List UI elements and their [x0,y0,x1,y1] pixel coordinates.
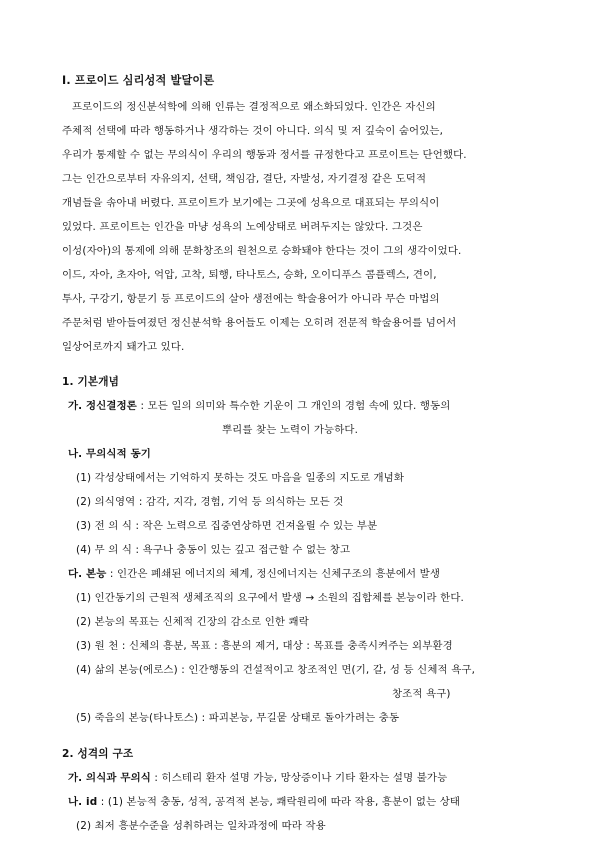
determinism-line-2: 뿌리를 찾는 노력이 가능하다. [222,424,359,436]
paragraph-line: 주체적 선택에 따라 행동하거나 생각하는 것이 아니다. 의식 및 저 깊숙이 숨어있는, [62,125,444,137]
list-item: (2) 본능의 목표는 신체적 긴장의 감소로 인한 쾌락 [76,616,309,628]
id-line-2: (2) 최저 흥분수준을 성취하려는 일차과정에 따라 작용 [76,820,326,832]
conscious-text: : 히스테리 환자 설명 가능, 망상증이나 기타 환자는 설명 불가능 [150,772,448,784]
list-item: (1) 인간동기의 근원적 생체조직의 요구에서 발생 → 소원의 집합체를 본능이라 한다. [76,592,464,604]
instinct-label: 다. 본능 [68,568,107,580]
basic-concepts-title: 1. 기본개념 [62,376,120,388]
instinct-line [68,568,440,581]
personality-structure-title: 2. 성격의 구조 [62,748,134,760]
id-text: : (1) 본능적 충동, 성적, 공격적 본능, 쾌락원리에 따라 작용, 흥분이 없는 상태 [97,796,461,808]
instinct-text: : 인간은 폐쇄된 에너지의 체계, 정신에너지는 신체구조의 흥분에서 발생 [106,568,441,580]
paragraph-line: 프로이드의 정신분석학에 의해 인류는 결정적으로 왜소화되었다. 인간은 자신의 [72,101,436,113]
list-item: (1) 각성상태에서는 기억하지 못하는 것도 마음을 일종의 지도로 개념화 [76,472,405,484]
paragraph-line: 투사, 구강기, 항문기 등 프로이드의 살아 생전에는 학술용어가 아니라 무슨 마법의 [62,293,440,305]
list-item: (4) 삶의 본능(에로스) : 인간행동의 건설적이고 창조적인 면(기, 갈, 성 등 신체적 욕구, [76,664,476,676]
determinism-text: : 모든 일의 의미와 특수한 기운이 그 개인의 경험 속에 있다. 행동의 [137,400,451,412]
id-label: 나. id [68,796,98,808]
list-item: (3) 원 천 : 신체의 흥분, 목표 : 흥분의 제거, 대상 : 목표를 충족시켜주는 외부환경 [76,640,453,652]
list-item: (3) 전 의 식 : 작은 노력으로 집중연상하면 건져올릴 수 있는 부분 [76,520,378,532]
paragraph-line: 있었다. 프로이트는 인간을 마냥 성욕의 노예상태로 버려두지는 않았다. 그것은 [62,221,423,233]
paragraph-line: 일상어로까지 돼가고 있다. [62,341,185,353]
list-item: (4) 무 의 식 : 욕구나 충동이 있는 깊고 접근할 수 없는 창고 [76,544,351,556]
paragraph-line: 주문처럼 받아들여졌던 정신분석학 용어들도 이제는 오히려 전문적 학술용어를 넘어서 [62,317,457,329]
list-item: (5) 죽음의 본능(타나토스) : 파괴본능, 무길뭍 상태로 돌아가려는 충동 [76,712,400,724]
paragraph-line: 이성(자아)의 통제에 의해 문화창조의 원천으로 승화돼야 한다는 것이 그의 생각이었다. [62,245,462,257]
determinism-line [68,400,450,413]
paragraph-line: 개념들을 솎아내 버렸다. 프로이트가 보기에는 그곳에 성욕으로 대표되는 무의식이 [62,197,440,209]
determinism-label: 가. 정신결정론 [68,400,137,412]
section-title: Ⅰ. 프로이드 심리성적 발달이론 [62,74,215,87]
paragraph-line: 우리가 통제할 수 없는 무의식이 우리의 행동과 정서를 규정한다고 프로이트는 단언했다. [62,149,467,161]
conscious-line [68,772,447,785]
paragraph-line: 이드, 자아, 초자아, 억압, 고착, 퇴행, 타나토스, 승화, 오이디푸스 콤플렉스, 견이, [62,269,437,281]
conscious-label: 가. 의식과 무의식 [68,772,151,784]
id-line [68,796,460,809]
list-item: (2) 의식영역 : 감각, 지각, 경험, 기억 등 의식하는 모든 것 [76,496,344,508]
paragraph-line: 그는 인간으로부터 자유의지, 선택, 책임감, 결단, 자발성, 자기결정 같은 도덕적 [62,173,427,185]
list-item-continuation: 창조적 욕구) [392,688,451,700]
unconscious-motive-title: 나. 무의식적 동기 [68,448,151,460]
